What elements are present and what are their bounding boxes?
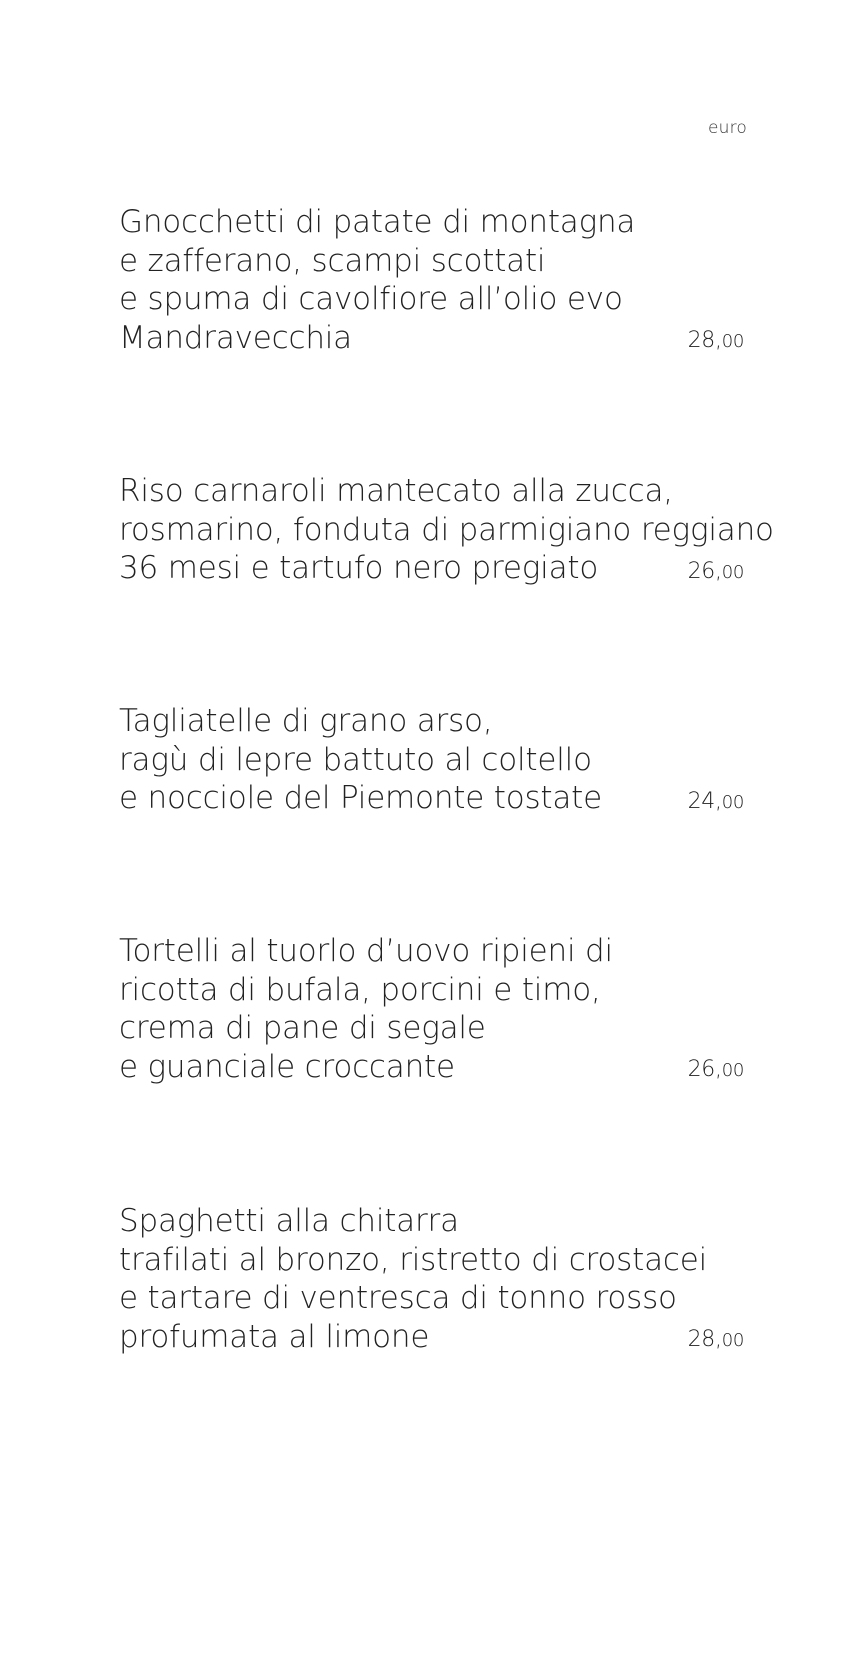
dish-line: 36 mesi e tartufo nero pregiato	[119, 550, 599, 586]
dish-description	[119, 702, 739, 818]
dish-line: e tartare di ventresca di tonno rosso	[119, 1280, 677, 1316]
price-integer: 26,	[687, 1057, 722, 1082]
dish-line: trafilati al bronzo, ristretto di crostacei	[119, 1241, 707, 1278]
dish-price	[688, 1327, 744, 1352]
menu-item	[119, 472, 774, 588]
menu-item	[119, 932, 744, 1086]
dish-price	[688, 328, 744, 353]
dish-line: e spuma di cavolfiore all’olio evo	[119, 281, 623, 317]
dish-line: Spaghetti alla chitarra	[119, 1203, 459, 1239]
dish-line: e zafferano, scampi scottati	[119, 242, 546, 279]
dish-description	[119, 1202, 739, 1356]
dish-line: profumata al limone	[119, 1318, 430, 1355]
dish-description	[119, 932, 739, 1086]
dish-price	[688, 559, 744, 584]
price-integer: 26,	[687, 558, 722, 584]
price-cents: 00	[721, 561, 744, 583]
dish-line: Tortelli al tuorlo d’uovo ripieni di	[119, 933, 613, 969]
dish-line: Gnocchetti di patate di montagna	[119, 204, 636, 240]
dish-description	[119, 472, 774, 588]
price-cents: 00	[721, 331, 744, 352]
price-integer: 28,	[687, 328, 722, 353]
currency-label: euro	[707, 118, 747, 138]
dish-line: crema di pane di segale	[119, 1010, 486, 1046]
price-integer: 24,	[687, 788, 722, 814]
price-cents: 00	[721, 791, 744, 813]
menu-item	[119, 203, 744, 357]
menu-item	[119, 1202, 744, 1356]
price-cents: 00	[721, 1060, 744, 1081]
dish-line: Mandravecchia	[119, 319, 352, 356]
dish-description	[119, 203, 739, 357]
dish-line: ricotta di bufala, porcini e timo,	[119, 971, 601, 1008]
dish-line: e guanciale croccante	[119, 1048, 455, 1085]
dish-price	[688, 1057, 744, 1082]
dish-line: rosmarino, fonduta di parmigiano reggiano	[119, 511, 774, 548]
price-integer: 28,	[687, 1327, 722, 1352]
dish-line: ragù di lepre battuto al coltello	[119, 741, 592, 778]
dish-line: e nocciole del Piemonte tostate	[119, 780, 603, 816]
dish-line: Tagliatelle di grano arso,	[119, 703, 493, 739]
price-cents: 00	[721, 1330, 744, 1351]
dish-line: Riso carnaroli mantecato alla zucca,	[119, 473, 673, 509]
menu-item	[119, 702, 744, 818]
dish-price	[688, 789, 744, 814]
